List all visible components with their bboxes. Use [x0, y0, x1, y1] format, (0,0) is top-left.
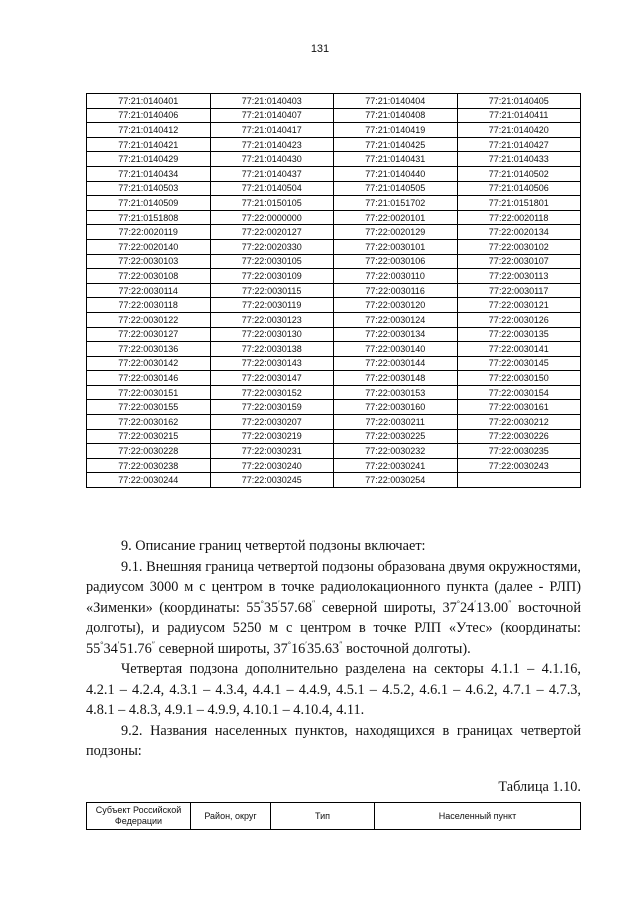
cadastral-number-cell: 77:22:0020119 [87, 225, 211, 240]
cadastral-number-cell: 77:22:0030231 [210, 444, 334, 459]
table-row [87, 444, 581, 459]
cadastral-number-cell: 77:22:0030219 [210, 429, 334, 444]
cadastral-number-cell: 77:22:0030107 [457, 254, 581, 269]
paragraph-sectors: Четвертая подзона дополнительно разделена на секторы 4.1.1 – 4.1.16, 4.2.1 – 4.2.4, 4.3.1 – 4.3.4, 4.4.1 – 4.4.9, 4.5.1 – 4.5.2, 4.6.1 – 4.6.2, 4.7.1 – 4.7.3, 4.8.1 – 4.8.3, 4.9.1 – 4.9.9, 4.10.1 – 4.10.4, 4.11. [86, 661, 581, 718]
cadastral-number-cell: 77:21:0140437 [210, 166, 334, 181]
cadastral-number-cell: 77:22:0030145 [457, 356, 581, 371]
cadastral-number-cell: 77:22:0030232 [334, 444, 458, 459]
cadastral-number-cell: 77:21:0150105 [210, 196, 334, 211]
cadastral-number-cell: 77:21:0140503 [87, 181, 211, 196]
cadastral-number-cell: 77:21:0140401 [87, 94, 211, 109]
table-row [87, 181, 581, 196]
table-row [87, 196, 581, 211]
table-row [87, 371, 581, 386]
cadastral-number-cell: 77:22:0030120 [334, 298, 458, 313]
cadastral-number-cell: 77:21:0140408 [334, 108, 458, 123]
table-row [87, 210, 581, 225]
cadastral-number-cell: 77:22:0030240 [210, 458, 334, 473]
column-header: Субъект Российской Федерации [87, 803, 191, 830]
cadastral-number-cell: 77:22:0030108 [87, 269, 211, 284]
table-row [87, 356, 581, 371]
table-row [87, 123, 581, 138]
cadastral-number-cell: 77:22:0020118 [457, 210, 581, 225]
cadastral-number-cell: 77:22:0030245 [210, 473, 334, 488]
cadastral-number-cell: 77:22:0030122 [87, 312, 211, 327]
cadastral-number-cell: 77:22:0030103 [87, 254, 211, 269]
column-header: Район, округ [191, 803, 271, 830]
column-header: Тип [271, 803, 375, 830]
cadastral-number-cell: 77:22:0030140 [334, 342, 458, 357]
table-row [87, 283, 581, 298]
table-row [87, 166, 581, 181]
cadastral-number-cell: 77:22:0030226 [457, 429, 581, 444]
cadastral-number-cell: 77:22:0030146 [87, 371, 211, 386]
cadastral-number-cell: 77:22:0020134 [457, 225, 581, 240]
cadastral-number-cell: 77:22:0030244 [87, 473, 211, 488]
cadastral-number-cell: 77:21:0140434 [87, 166, 211, 181]
cadastral-number-cell: 77:22:0030126 [457, 312, 581, 327]
cadastral-number-cell: 77:22:0020101 [334, 210, 458, 225]
cadastral-number-cell: 77:22:0030138 [210, 342, 334, 357]
section-heading: 9. Описание границ четвертой подзоны включает: [121, 538, 426, 554]
table-row [87, 152, 581, 167]
cadastral-number-cell: 77:22:0030152 [210, 385, 334, 400]
cadastral-number-cell: 77:22:0030235 [457, 444, 581, 459]
paragraph-settlements-intro: 9.2. Названия населенных пунктов, находящихся в границах четвертой подзоны: [86, 722, 581, 759]
table-row [87, 94, 581, 109]
table-row [87, 385, 581, 400]
cadastral-number-cell: 77:22:0030106 [334, 254, 458, 269]
cadastral-number-cell: 77:22:0030144 [334, 356, 458, 371]
cadastral-number-cell [457, 473, 581, 488]
cadastral-number-cell: 77:21:0151801 [457, 196, 581, 211]
cadastral-number-cell: 77:22:0030109 [210, 269, 334, 284]
cadastral-number-cell: 77:22:0020127 [210, 225, 334, 240]
cadastral-number-cell: 77:22:0030113 [457, 269, 581, 284]
cadastral-number-cell: 77:21:0140404 [334, 94, 458, 109]
cadastral-number-cell: 77:22:0030215 [87, 429, 211, 444]
cadastral-number-cell: 77:22:0030243 [457, 458, 581, 473]
cadastral-number-cell: 77:22:0030102 [457, 239, 581, 254]
table-row [87, 269, 581, 284]
cadastral-number-cell: 77:22:0030150 [457, 371, 581, 386]
cadastral-number-cell: 77:21:0140407 [210, 108, 334, 123]
table-row [87, 108, 581, 123]
cadastral-number-cell: 77:21:0140419 [334, 123, 458, 138]
cadastral-number-cell: 77:21:0140406 [87, 108, 211, 123]
cadastral-number-cell: 77:22:0030141 [457, 342, 581, 357]
cadastral-number-cell: 77:21:0140403 [210, 94, 334, 109]
cadastral-number-cell: 77:21:0140421 [87, 137, 211, 152]
cadastral-number-cell: 77:21:0140429 [87, 152, 211, 167]
cadastral-number-cell: 77:21:0140433 [457, 152, 581, 167]
cadastral-number-cell: 77:22:0030105 [210, 254, 334, 269]
cadastral-number-cell: 77:22:0030228 [87, 444, 211, 459]
cadastral-number-cell: 77:21:0151702 [334, 196, 458, 211]
cadastral-number-cell: 77:22:0030212 [457, 415, 581, 430]
table-row [87, 137, 581, 152]
cadastral-number-cell: 77:21:0140427 [457, 137, 581, 152]
cadastral-number-cell: 77:21:0140430 [210, 152, 334, 167]
table-row [87, 342, 581, 357]
paragraph-outer-boundary: 9.1. Внешняя граница четвертой подзоны образована двумя окружностями, радиусом 3000 м с центром в точке радиолокационного пункта (далее - РЛП) «Зименки» (координаты: 55°35′57.68″ северной широты, 37°24′13.00″ восточной долготы), и радиусом 5250 м с центром в точке РЛП «Утес» (координаты: 55°34′51.76″ северной широты, 37°16′35.63″ восточной долготы). [86, 558, 581, 657]
cadastral-number-cell: 77:21:0140423 [210, 137, 334, 152]
cadastral-number-cell: 77:22:0030119 [210, 298, 334, 313]
table-row [87, 400, 581, 415]
cadastral-number-cell: 77:21:0140505 [334, 181, 458, 196]
table-row [87, 254, 581, 269]
cadastral-number-cell: 77:22:0030160 [334, 400, 458, 415]
cadastral-number-cell: 77:22:0030124 [334, 312, 458, 327]
cadastral-number-cell: 77:21:0140504 [210, 181, 334, 196]
table-row [87, 429, 581, 444]
table-row [87, 225, 581, 240]
cadastral-number-cell: 77:22:0030130 [210, 327, 334, 342]
cadastral-number-cell: 77:21:0140420 [457, 123, 581, 138]
cadastral-number-cell: 77:22:0030114 [87, 283, 211, 298]
cadastral-number-cell: 77:22:0030121 [457, 298, 581, 313]
cadastral-number-cell: 77:21:0140506 [457, 181, 581, 196]
cadastral-number-cell: 77:22:0030143 [210, 356, 334, 371]
table-row [87, 298, 581, 313]
cadastral-number-cell: 77:22:0030148 [334, 371, 458, 386]
cadastral-number-cell: 77:21:0140502 [457, 166, 581, 181]
cadastral-number-cell: 77:22:0030161 [457, 400, 581, 415]
cadastral-number-cell: 77:22:0030115 [210, 283, 334, 298]
cadastral-number-cell: 77:22:0030153 [334, 385, 458, 400]
cadastral-number-cell: 77:21:0140431 [334, 152, 458, 167]
section-9-text [86, 536, 581, 762]
table-row [87, 473, 581, 488]
settlements-table [86, 802, 581, 830]
cadastral-number-cell: 77:22:0030118 [87, 298, 211, 313]
page-number: 131 [310, 43, 330, 55]
cadastral-number-cell: 77:22:0030147 [210, 371, 334, 386]
cadastral-number-cell: 77:22:0030127 [87, 327, 211, 342]
cadastral-number-cell: 77:21:0140417 [210, 123, 334, 138]
column-header: Населенный пункт [375, 803, 581, 830]
cadastral-number-cell: 77:22:0030155 [87, 400, 211, 415]
cadastral-number-cell: 77:22:0030238 [87, 458, 211, 473]
cadastral-number-cell: 77:22:0030135 [457, 327, 581, 342]
cadastral-number-cell: 77:21:0140405 [457, 94, 581, 109]
cadastral-number-cell: 77:22:0020140 [87, 239, 211, 254]
table-row [87, 312, 581, 327]
cadastral-number-cell: 77:22:0020129 [334, 225, 458, 240]
cadastral-number-cell: 77:22:0030207 [210, 415, 334, 430]
cadastral-number-cell: 77:22:0030162 [87, 415, 211, 430]
cadastral-number-cell: 77:21:0140411 [457, 108, 581, 123]
table-row [87, 458, 581, 473]
cadastral-number-cell: 77:22:0030225 [334, 429, 458, 444]
cadastral-number-cell: 77:21:0140440 [334, 166, 458, 181]
cadastral-number-cell: 77:22:0030134 [334, 327, 458, 342]
cadastral-number-cell: 77:22:0030159 [210, 400, 334, 415]
cadastral-number-cell: 77:22:0030117 [457, 283, 581, 298]
cadastral-number-cell: 77:21:0140412 [87, 123, 211, 138]
cadastral-number-cell: 77:22:0030110 [334, 269, 458, 284]
cadastral-number-cell: 77:22:0030241 [334, 458, 458, 473]
cadastral-number-cell: 77:22:0030101 [334, 239, 458, 254]
cadastral-number-cell: 77:22:0030151 [87, 385, 211, 400]
cadastral-number-cell: 77:22:0030116 [334, 283, 458, 298]
cadastral-number-cell: 77:22:0030136 [87, 342, 211, 357]
cadastral-number-cell: 77:22:0030154 [457, 385, 581, 400]
cadastral-number-cell: 77:22:0030254 [334, 473, 458, 488]
table-caption: Таблица 1.10. [498, 779, 581, 795]
cadastral-number-cell: 77:22:0020330 [210, 239, 334, 254]
cadastral-number-cell: 77:22:0030123 [210, 312, 334, 327]
table-row [87, 239, 581, 254]
cadastral-number-cell: 77:22:0000000 [210, 210, 334, 225]
cadastral-number-cell: 77:21:0140425 [334, 137, 458, 152]
cadastral-number-cell: 77:22:0030142 [87, 356, 211, 371]
cadastral-numbers-table [86, 93, 581, 488]
cadastral-number-cell: 77:22:0030211 [334, 415, 458, 430]
table-row [87, 415, 581, 430]
cadastral-number-cell: 77:21:0151808 [87, 210, 211, 225]
table-row [87, 327, 581, 342]
cadastral-number-cell: 77:21:0140509 [87, 196, 211, 211]
